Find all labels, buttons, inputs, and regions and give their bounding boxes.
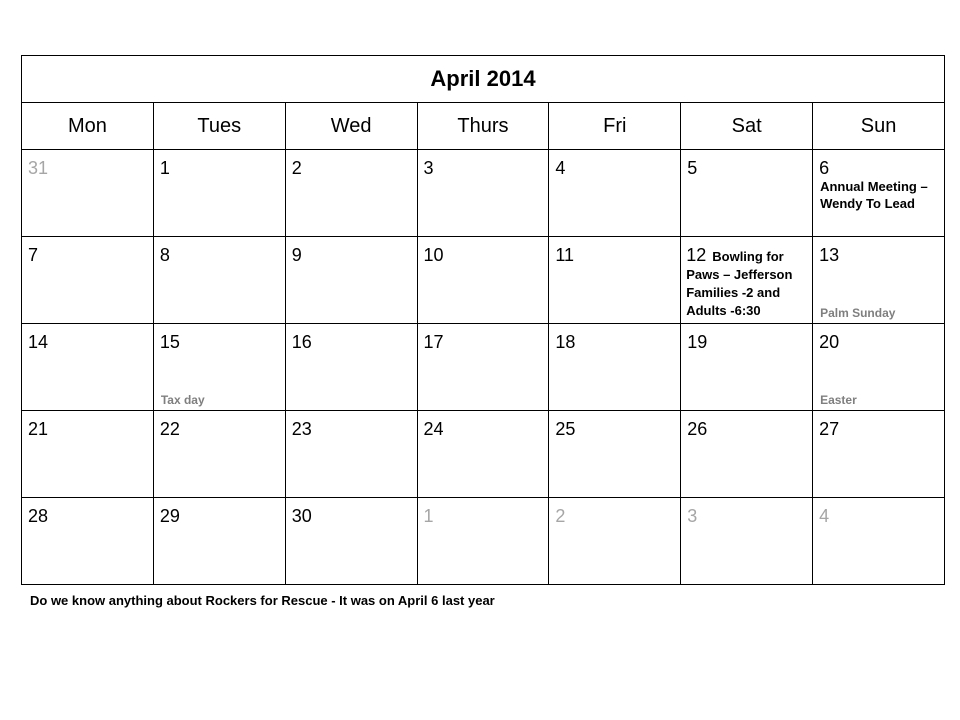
day-number: 16 <box>291 332 312 352</box>
day-cell[interactable] <box>22 411 154 498</box>
day-number: 25 <box>555 419 576 439</box>
holiday-label: Easter <box>820 393 857 407</box>
adjacent-month-day-number: 31 <box>28 158 49 178</box>
day-number: 27 <box>819 419 840 439</box>
calendar-grid <box>21 55 945 585</box>
day-cell[interactable] <box>813 498 945 585</box>
day-cell[interactable] <box>417 237 549 324</box>
day-number: 2 <box>291 158 302 178</box>
day-cell[interactable] <box>813 150 945 237</box>
day-number: 14 <box>28 332 49 352</box>
day-number: 24 <box>423 419 444 439</box>
day-event-note <box>686 246 810 320</box>
day-number: 11 <box>555 245 575 265</box>
day-cell[interactable] <box>153 324 285 411</box>
day-number: 19 <box>687 332 708 352</box>
week-row <box>22 498 945 585</box>
day-cell[interactable] <box>22 498 154 585</box>
day-number: 4 <box>555 158 566 178</box>
day-number: 6 <box>819 158 830 178</box>
day-cell[interactable] <box>549 237 681 324</box>
weekday-header: Fri <box>549 103 681 150</box>
day-cell[interactable] <box>417 411 549 498</box>
day-number: 21 <box>28 419 49 439</box>
holiday-label: Tax day <box>160 393 205 407</box>
day-cell[interactable] <box>22 324 154 411</box>
week-row <box>22 324 945 411</box>
day-cell[interactable] <box>681 150 813 237</box>
week-row <box>22 237 945 324</box>
adjacent-month-day-number: 1 <box>423 506 434 526</box>
day-cell[interactable] <box>285 498 417 585</box>
day-cell[interactable] <box>153 411 285 498</box>
day-number: 26 <box>687 419 708 439</box>
day-cell[interactable] <box>813 411 945 498</box>
day-cell[interactable] <box>417 498 549 585</box>
day-number: 18 <box>555 332 576 352</box>
event-text: Bowling for Paws – Jefferson Families -2 and Adults -6:30 <box>686 249 793 318</box>
day-number: 22 <box>159 419 180 439</box>
day-cell[interactable] <box>681 324 813 411</box>
day-number: 13 <box>819 245 840 265</box>
day-number: 15 <box>159 332 180 352</box>
day-cell[interactable] <box>681 237 813 324</box>
weekday-header: Thurs <box>417 103 549 150</box>
day-event-note: Annual Meeting – Wendy To Lead <box>820 179 928 211</box>
day-number: 23 <box>291 419 312 439</box>
day-cell[interactable] <box>681 498 813 585</box>
day-cell[interactable] <box>22 150 154 237</box>
day-number: 10 <box>423 245 444 265</box>
day-cell[interactable] <box>153 498 285 585</box>
day-number: 3 <box>423 158 434 178</box>
weekday-header: Tues <box>153 103 285 150</box>
day-number: 1 <box>159 158 170 178</box>
day-number: 28 <box>28 506 49 526</box>
day-cell[interactable] <box>549 150 681 237</box>
day-cell[interactable] <box>813 237 945 324</box>
weekday-header: Sat <box>681 103 813 150</box>
day-cell[interactable] <box>153 150 285 237</box>
day-cell[interactable] <box>22 237 154 324</box>
day-cell[interactable] <box>285 411 417 498</box>
day-number: 7 <box>28 245 39 265</box>
day-cell[interactable] <box>285 324 417 411</box>
footer-note: Do we know anything about Rockers for Rescue - It was on April 6 last year <box>30 593 495 608</box>
day-number: 9 <box>291 245 302 265</box>
day-cell[interactable] <box>417 150 549 237</box>
day-cell[interactable] <box>549 411 681 498</box>
day-cell[interactable] <box>813 324 945 411</box>
day-cell[interactable] <box>153 237 285 324</box>
day-number: 29 <box>159 506 180 526</box>
weekday-header: Sun <box>813 103 945 150</box>
adjacent-month-day-number: 4 <box>819 506 830 526</box>
day-number: 30 <box>291 506 312 526</box>
day-number: 12 <box>686 245 707 265</box>
day-number: 20 <box>819 332 840 352</box>
day-number: 5 <box>687 158 698 178</box>
day-cell[interactable] <box>285 237 417 324</box>
week-row <box>22 150 945 237</box>
holiday-label: Palm Sunday <box>820 306 896 320</box>
weekday-header: Wed <box>285 103 417 150</box>
day-cell[interactable] <box>549 498 681 585</box>
day-cell[interactable] <box>285 150 417 237</box>
weekday-header: Mon <box>22 103 154 150</box>
weekday-header-row <box>22 103 945 150</box>
day-number: 8 <box>159 245 170 265</box>
day-number: 17 <box>423 332 444 352</box>
day-cell[interactable] <box>417 324 549 411</box>
day-cell[interactable] <box>549 324 681 411</box>
week-row <box>22 411 945 498</box>
adjacent-month-day-number: 2 <box>555 506 566 526</box>
adjacent-month-day-number: 3 <box>687 506 698 526</box>
calendar-title: April 2014 <box>22 56 945 103</box>
day-cell[interactable] <box>681 411 813 498</box>
